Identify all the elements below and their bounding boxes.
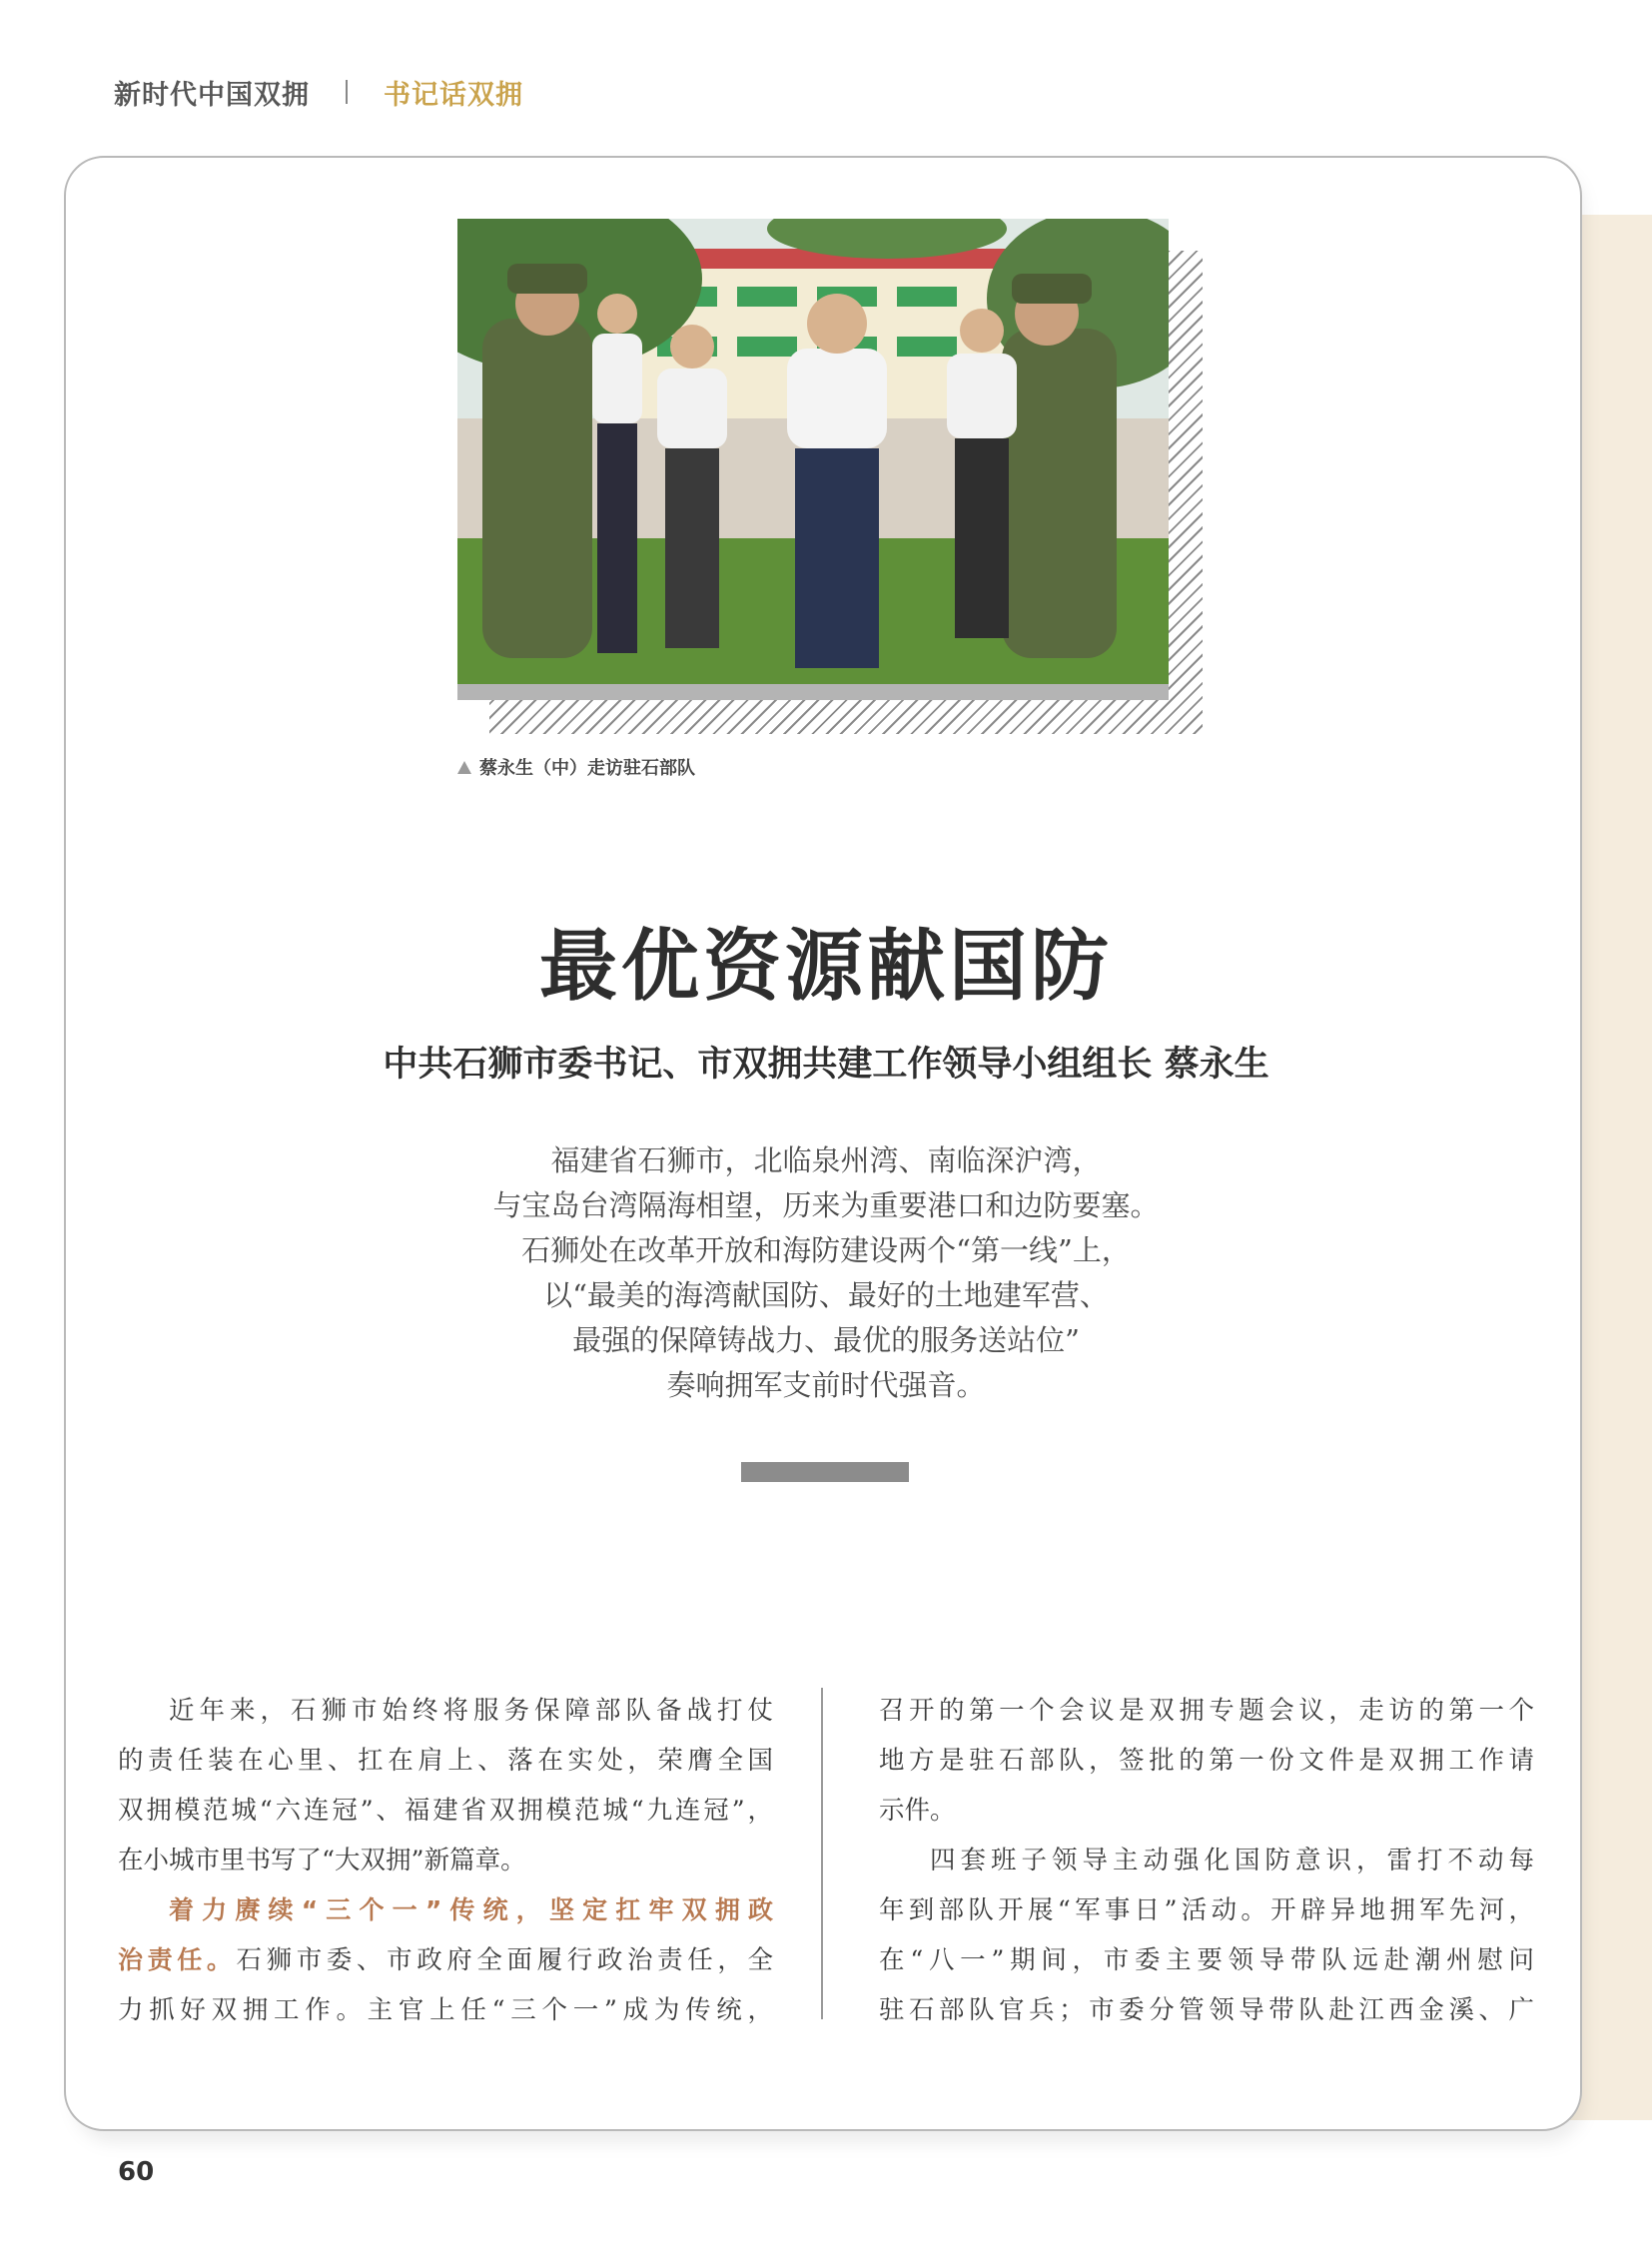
article-title: 最优资源献国防 [538,921,1113,1012]
page-number: 60 [118,2157,155,2187]
body-line: 力抓好双拥工作。主官上任“三个一”成为传统， [118,1995,773,2025]
article-intro [0,1138,1652,1408]
column-rule [821,1688,823,2019]
photo-caption [457,754,695,780]
running-header [114,72,523,112]
body-line: 近年来，石狮市始终将服务保障部队备战打仗 [169,1696,773,1726]
header-section-name: 新时代中国双拥 [114,79,310,111]
intro-line: 奏响拥军支前时代强音。 [666,1368,986,1402]
caption-marker-icon [457,761,471,774]
body-line: 在“八一”期间，市委主要领导带队远赴潮州慰问 [879,1945,1534,1975]
body-line: 的责任装在心里、扛在肩上、落在实处，荣膺全国 [118,1746,773,1776]
photo-caption-text: 蔡永生（中）走访驻石部队 [479,758,695,779]
intro-line: 最强的保障铸战力、最优的服务送站位” [572,1323,1080,1357]
intro-line: 石狮处在改革开放和海防建设两个“第一线”上， [521,1233,1131,1267]
body-line: 驻石部队官兵；市委分管领导带队赴江西金溪、广 [879,1995,1534,2025]
body-column-left [118,1686,773,2035]
intro-line: 与宝岛台湾隔海相望，历来为重要港口和边防要塞。 [492,1188,1160,1222]
body-line: 召开的第一个会议是双拥专题会议，走访的第一个 [879,1696,1534,1726]
body-line: 四套班子领导主动强化国防意识，雷打不动每 [930,1846,1534,1875]
body-line: 示件。 [879,1796,956,1826]
photo-illustration [457,219,1169,684]
header-divider [346,80,348,104]
header-column-name: 书记话双拥 [384,79,523,111]
section-divider [741,1462,909,1482]
body-line: 在小城市里书写了“大双拥”新篇章。 [118,1846,526,1875]
body-line: 双拥模范城“六连冠”、福建省双拥模范城“九连冠”， [118,1796,773,1826]
body-line [118,1885,773,1935]
article-photo [457,219,1169,700]
body-text: 石狮市委、市政府全面履行政治责任，全 [236,1945,773,1975]
body-line: 年到部队开展“军事日”活动。开辟异地拥军先河， [879,1895,1534,1925]
highlight-heading: 治责任。 [118,1945,237,1974]
intro-line: 以“最美的海湾献国防、最好的土地建军营、 [543,1278,1109,1312]
body-column-right [879,1686,1534,2035]
body-line: 地方是驻石部队，签批的第一份文件是双拥工作请 [879,1746,1534,1776]
intro-line: 福建省石狮市，北临泉州湾、南临深沪湾， [550,1143,1102,1177]
article-subtitle: 中共石狮市委书记、市双拥共建工作领导小组组长 蔡永生 [383,1045,1269,1085]
highlight-heading: 着力赓续“三个一”传统，坚定扛牢双拥政 [169,1895,773,1924]
body-line [118,1935,773,1985]
